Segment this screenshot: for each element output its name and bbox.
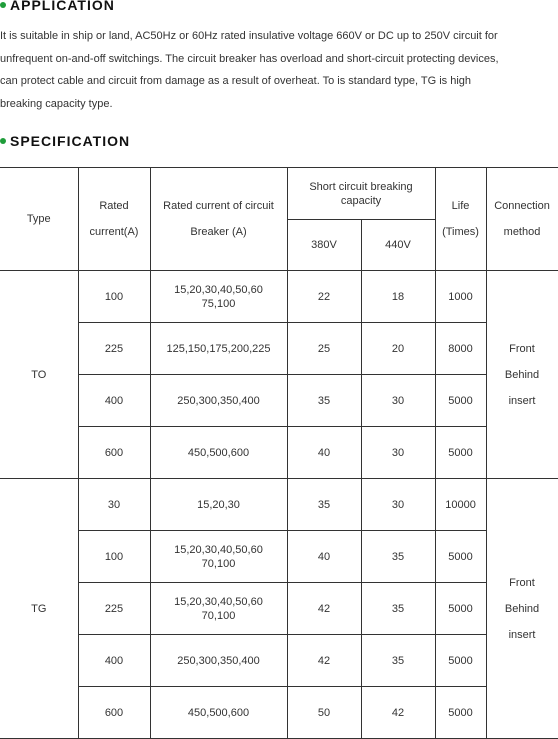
table-row (0, 635, 558, 687)
breaker-current-cell: 15,20,30,40,50,60 70,100 (150, 531, 287, 583)
rated-current-cell: 600 (78, 687, 150, 739)
header-rated-current: Rated current(A) (78, 168, 150, 271)
header-connection: Connection method (486, 168, 558, 271)
connection-method-cell: Front Behind insert (486, 271, 558, 479)
application-heading (0, 0, 115, 13)
capacity-380v-cell: 42 (287, 635, 361, 687)
life-cell: 5000 (435, 375, 486, 427)
application-text (0, 25, 558, 115)
capacity-380v-cell: 50 (287, 687, 361, 739)
header-380v: 380V (287, 220, 361, 271)
capacity-440v-cell: 30 (361, 375, 435, 427)
header-short-circuit: Short circuit breaking capacity (287, 168, 435, 220)
capacity-380v-cell: 35 (287, 375, 361, 427)
rated-current-cell: 30 (78, 479, 150, 531)
life-cell: 5000 (435, 531, 486, 583)
capacity-440v-cell: 20 (361, 323, 435, 375)
table-row (0, 583, 558, 635)
table-row (0, 479, 558, 531)
rated-current-cell: 225 (78, 323, 150, 375)
capacity-440v-cell: 30 (361, 427, 435, 479)
capacity-380v-cell: 42 (287, 583, 361, 635)
header-life: Life (Times) (435, 168, 486, 271)
capacity-380v-cell: 40 (287, 427, 361, 479)
life-cell: 1000 (435, 271, 486, 323)
life-cell: 5000 (435, 635, 486, 687)
type-cell: TO (0, 271, 78, 479)
rated-current-cell: 100 (78, 531, 150, 583)
application-text-line: can protect cable and circuit from damage as a result of overheat. To is standard type, TG is high (0, 75, 472, 87)
rated-current-cell: 600 (78, 427, 150, 479)
breaker-current-cell: 450,500,600 (150, 427, 287, 479)
breaker-current-cell: 250,300,350,400 (150, 375, 287, 427)
life-cell: 5000 (435, 687, 486, 739)
table-row (0, 375, 558, 427)
application-title: APPLICATION (10, 0, 115, 13)
table-row (0, 323, 558, 375)
capacity-380v-cell: 25 (287, 323, 361, 375)
life-cell: 10000 (435, 479, 486, 531)
breaker-current-cell: 15,20,30,40,50,60 75,100 (150, 271, 287, 323)
header-circuit-breaker: Rated current of circuit Breaker (A) (150, 168, 287, 271)
breaker-current-cell: 15,20,30 (150, 479, 287, 531)
application-text-line: It is suitable in ship or land, AC50Hz or 60Hz rated insulative voltage 660V or DC up to 250V circuit for (0, 30, 498, 42)
capacity-440v-cell: 18 (361, 271, 435, 323)
rated-current-cell: 225 (78, 583, 150, 635)
breaker-current-cell: 450,500,600 (150, 687, 287, 739)
capacity-440v-cell: 35 (361, 583, 435, 635)
application-text-line: unfrequent on-and-off switchings. The circuit breaker has overload and short-circuit protecting devices, (0, 52, 499, 65)
capacity-380v-cell: 40 (287, 531, 361, 583)
connection-method-cell: Front Behind insert (486, 479, 558, 739)
table-header-row (0, 168, 558, 220)
table-row (0, 687, 558, 739)
breaker-current-cell: 15,20,30,40,50,60 70,100 (150, 583, 287, 635)
breaker-current-cell: 125,150,175,200,225 (150, 323, 287, 375)
breaker-current-cell: 250,300,350,400 (150, 635, 287, 687)
type-cell: TG (0, 479, 78, 739)
rated-current-cell: 400 (78, 375, 150, 427)
header-440v: 440V (361, 220, 435, 271)
capacity-440v-cell: 30 (361, 479, 435, 531)
bullet-icon (0, 2, 6, 8)
life-cell: 5000 (435, 583, 486, 635)
capacity-440v-cell: 35 (361, 635, 435, 687)
rated-current-cell: 100 (78, 271, 150, 323)
specification-title: SPECIFICATION (10, 133, 131, 149)
capacity-440v-cell: 35 (361, 531, 435, 583)
header-type: Type (0, 168, 78, 271)
bullet-icon (0, 138, 6, 144)
capacity-380v-cell: 35 (287, 479, 361, 531)
capacity-380v-cell: 22 (287, 271, 361, 323)
table-row (0, 427, 558, 479)
rated-current-cell: 400 (78, 635, 150, 687)
application-text-line: breaking capacity type. (0, 97, 113, 110)
capacity-440v-cell: 42 (361, 687, 435, 739)
life-cell: 5000 (435, 427, 486, 479)
table-row (0, 531, 558, 583)
life-cell: 8000 (435, 323, 486, 375)
specification-table (0, 167, 558, 739)
specification-heading (0, 133, 130, 149)
table-row (0, 271, 558, 323)
